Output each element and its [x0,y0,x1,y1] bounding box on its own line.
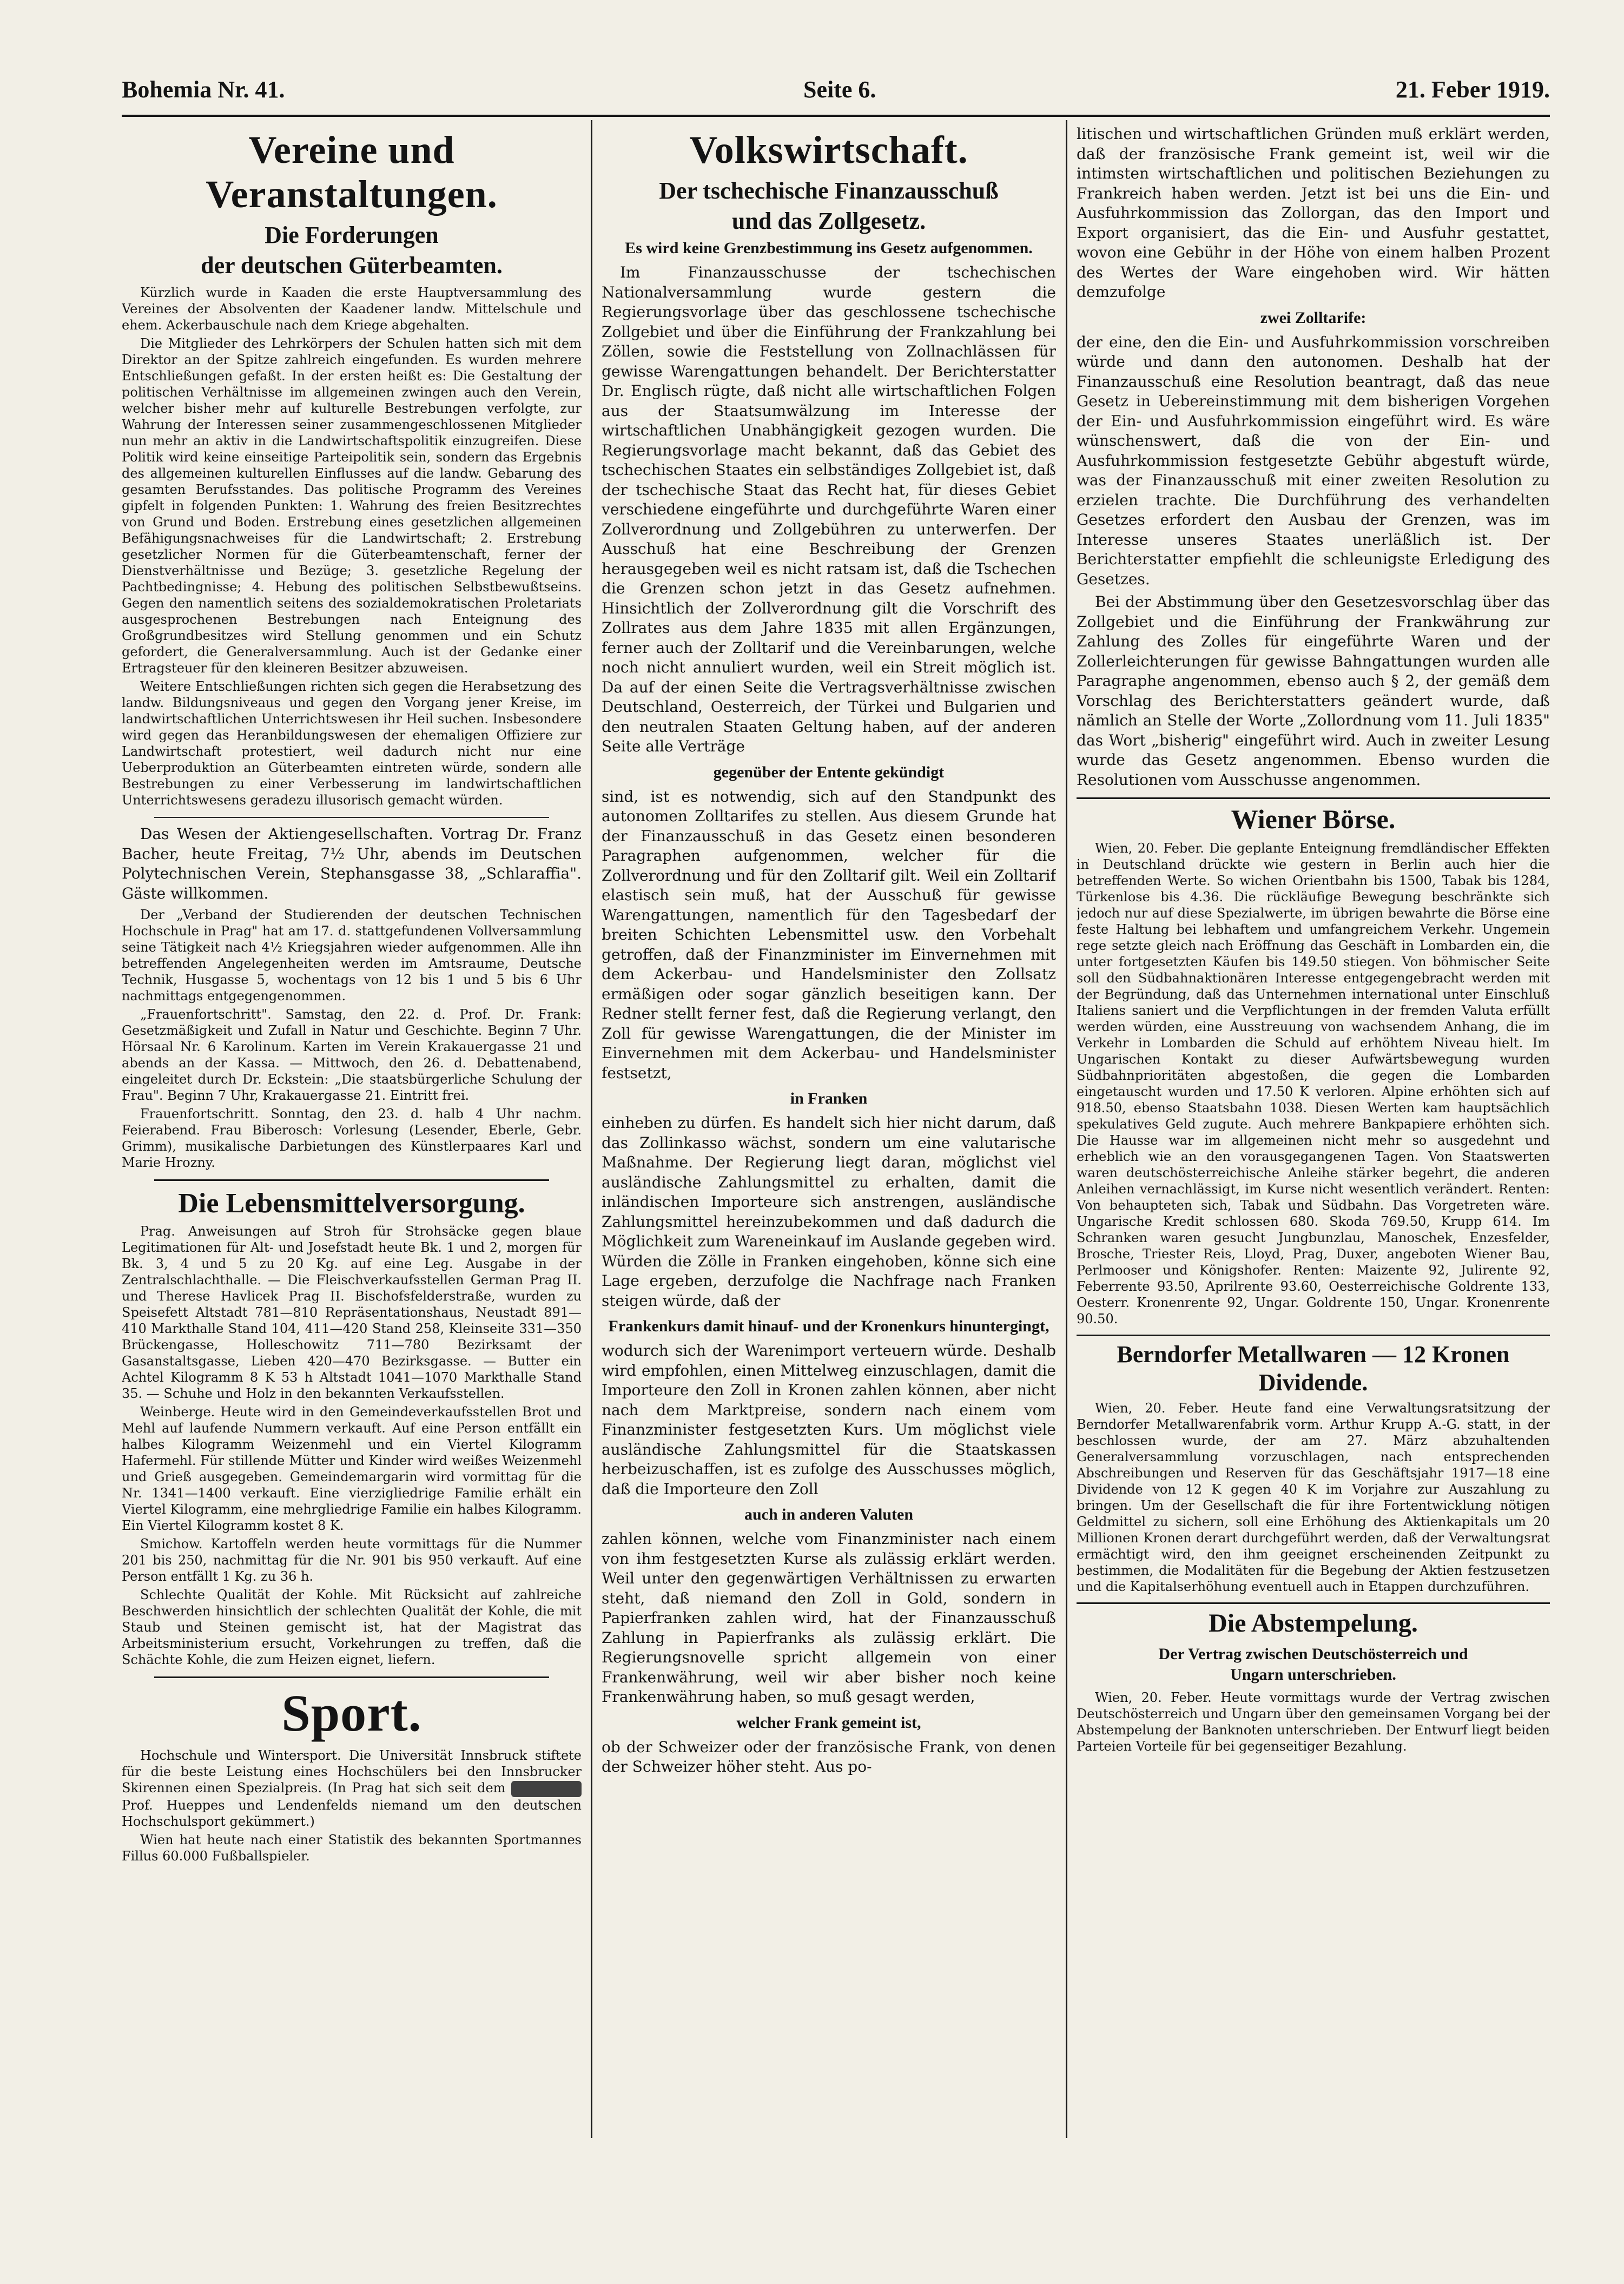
paragraph: sind, ist es notwendig, sich auf den Standpunkt des autonomen Zolltarifes zu stellen. Aus diesem Grunde hat der Finanzausschuß in das Gesetz einen besonderen Paragraphen aufgenommen, welcher für die Zollverordnung und für den Zolltarif gilt. Weil ein Zolltarif elastisch sein muß, hat der Ausschuß für gewisse Warengattungen, namentlich für den Tagesbedarf der breiten Schichten Lebensmittel usw. den Vorbehalt getroffen, daß der Finanzminister im Einvernehmen mit dem Ackerbau- und Handelsminister den Zollsatz ermäßigen oder sogar gänzlich beseitigen kann. Der Redner stellt ferner fest, daß die Regierung verlangt, den Zoll für gewisse Warengattungen, die der Minister im Einvernehmen mit dem Ackerbau- und Handelsminister festsetzt, [602,787,1056,1082]
page-number: Seite 6. [803,76,876,103]
interheading: in Franken [790,1090,868,1107]
article-heading-line-1: Die Forderungen [265,222,439,248]
interheading: zwei Zolltarife: [1260,308,1366,327]
masthead [122,76,1550,106]
paragraph: der eine, den die Ein- und Ausfuhrkommission vorschreiben würde und dann den autonomen. Deshalb hat der Finanzausschuß eine Resolution beantragt, daß das neue Gesetz in Uebereinstimmung mit dem bisherigen Vorgehen der Ein- und Ausfuhrkommission eingeführt wird. Es wäre wünschenswert, daß die von der Ein- und Ausfuhrkommission festgesetzte Gebühr abgestuft würde, was der Finanzausschuß mit einer zweiten Resolution zu erzielen trachte. Die Durchführung des verhandelten Gesetzes erfordert den Ausbau der Grenzen, was im Interesse unseres Staates unerläßlich ist. Der Berichterstatter empfiehlt die schleunigste Erledigung des Gesetzes. [1077,333,1550,588]
paragraph: zahlen können, welche vom Finanzminister nach einem von ihm festgesetzten Kurse als zulässig erklärt werden. Weil unter den gegenwärtigen Verhältnissen zu erwarten steht, daß niemand den Zoll in Gold, sondern in Papierfranken zahlen wird, hat der Finanzausschuß Zahlung in Papierfranks als zulässig erklärt. Die Regierungsnovelle spricht allgemein von einer Frankenwährung, weil wir aber bisher noch keine Frankenwährung haben, so muß gesagt werden, [602,1530,1056,1706]
sport-text-part-2: Prof. Hueppes und Lendenfelds niemand um den deutschen Hochschulsport gekümmert.) [122,1797,582,1829]
paragraph: Schlechte Qualität der Kohle. Mit Rücksicht auf zahlreiche Beschwerden hinsichtlich der schlechten Qualität der Kohle, die mit Staub und Steinen gemischt ist, hat der Magistrat das Arbeitsministerium ersucht, Vorkehrungen zu treffen, daß die Schächte Kohle, die zum Heizen eignet, liefern. [122,1587,582,1667]
notice-paragraph: Frauenfortschritt. Sonntag, den 23. d. halb 4 Uhr nachm. Feierabend. Frau Biberosch: Vorlesung (Lesender, Eberle, Gebr. Grimm), musikalische Darbietungen des Künstlerpaares Karl und Marie Hrozny. [122,1106,582,1170]
section-heading-food: Die Lebensmittelversorgung. [178,1188,525,1219]
ink-smear [511,1781,582,1797]
paragraph: Bei der Abstimmung über den Gesetzesvorschlag über das Zollgebiet und die Einführung der Frankwährung zur Zahlung des Zolles für eingeführte Waren und der Zollerleichterungen für gewisse Bahngattungen wurden alle Paragraphe angenommen, ebenso auch § 2, der gemäß dem Vorschlag des Berichterstatters geändert wurde, daß nämlich an Stelle der Worte „Zollordnung vom 11. Juli 1835" das Wort „bisherig" eingeführt wird. Auch in zweiter Lesung wurde das Gesetz angenommen. Ebenso wurden die Resolutionen vom Ausschusse angenommen. [1077,593,1550,789]
column-1 [122,124,582,2137]
article-subheading: Der Vertrag zwischen Deutschösterreich und [1158,1645,1468,1663]
article-heading-line-2: der deutschen Güterbeamten. [201,252,503,279]
column-3 [1077,124,1550,2137]
notice-paragraph: Der „Verband der Studierenden der deutschen Technischen Hochschule in Prag" hat am 17. d. stattgefundenen Vollversammlung seine Tätigkeit nach 4½ Kriegsjahren wieder aufgenommen. Alle ihn betreffenden Angelegenheiten werden im Amtsraume, Deutsche Technik, Husgasse 5, wochentags von 12 bis 1 und 5 bis 6 Uhr nachmittags entgegengenommen. [122,907,582,1004]
article-subheading: Es wird keine Grenzbestimmung ins Gesetz aufgenommen. [625,239,1033,257]
paragraph: Wien hat heute nach einer Statistik des bekannten Sportmannes Fillus 60.000 Fußballspieler. [122,1832,582,1864]
section-heading-boerse: Wiener Börse. [1077,797,1550,835]
article-heading-stamp: Die Abstempelung. [1077,1602,1550,1639]
issue-date: 21. Feber 1919. [1395,76,1550,103]
paragraph: wodurch sich der Warenimport verteuern würde. Deshalb wird empfohlen, einen Mittelweg einzuschlagen, damit die Importeure den Zoll in Kronen zahlen können, aber nicht nach dem Marktpreise, sondern nach einem vom Finanzminister festgesetzten Kurs. Um möglichst viele ausländische Zahlungsmittel für die Staatskassen herbeizuschaffen, ist es zufolge des Ausschusses möglich, daß die Importeure den Zoll [602,1342,1056,1498]
column-rule-2 [1066,120,1067,2138]
paragraph: Wien, 20. Feber. Heute vormittags wurde der Vertrag zwischen Deutschösterreich und Ungarn über den gemeinsamen Vorgang bei der Abstempelung der Banknoten unterschrieben. Der Entwurf liegt beiden Parteien Vorteile für bei gegenseitiger Bezahlung. [1077,1690,1550,1754]
interheading: Frankenkurs damit hinauf- und der Kronenkurs hinuntergingt, [608,1317,1049,1335]
article-heading-line-1: Der tschechische Finanzausschuß [659,177,999,204]
paragraph: Wien, 20. Feber. Heute fand eine Verwaltungsratsitzung der Berndorfer Metallwarenfabrik vorm. Arthur Krupp A.-G. statt, in der beschlossen wurde, der am 27. März abzuhaltenden Generalversammlung vorzuschlagen, nach entsprechenden Abschreibungen und Reserven für das Geschäftsjahr 1917—18 eine Dividende von 12 K gegen 40 K im Vorjahre zur Auszahlung zu bringen. Um der Gesellschaft die für ihre Fortentwicklung nötigen Geldmittel zu sichern, soll eine Erhöhung des Aktienkapitals um 20 Millionen Kronen derart durchgeführt werden, daß der Verwaltungsrat ermächtigt wird, den ihm geeignet erscheinenden Zeitpunkt zu bestimmen, die Modalitäten für die Begebung der Aktien festzusetzen und die Kapitalserhöhung eventuell auch in Etappen durchzuführen. [1077,1401,1550,1594]
sport-text-part-1: Hochschule und Wintersport. Die Universität Innsbruck stiftete für die beste Leistung eines Hochschülers bei den Innsbrucker Skirennen einen Spezialpreis. (In Prag hat sich seit dem [122,1748,582,1795]
interheading: gegenüber der Entente gekündigt [713,763,945,781]
paragraph: Wien, 20. Feber. Die geplante Enteignung fremdländischer Effekten in Deutschland drückte wie gestern in Berlin auch hier die betreffenden Werte. So wichen Orientbahn bis 1500, Tabak bis 1284, Türkenlose bis 4.36. Die rückläufige Bewegung beschränkte sich jedoch nur auf diese Spezialwerte, im übrigen bewahrte die Börse eine feste Haltung bei lebhaftem und umfangreichem Verkehr. Ungemein rege setzte gleich nach Eröffnung das Geschäft in Lombarden ein, die unter fortgesetzten Käufen bis 149.50 stiegen. Von böhmischer Seite soll den Südbahnaktionären Interesse entgegengebracht werden mit der Begründung, daß das Unternehmen international unter Einschluß Italiens saniert und die Verpflichtungen in der fremden Valuta erfüllt werden würden, eine Ausstreuung von wachsendem Anhang, die im Verkehr in Lombarden die Schuld auf erhöhtem Niveau hielt. Im Ungarischen Kontakt zu dieser Aufwärtsbewegung wurden Südbahnprioritäten abgestoßen, die gegen die Lombarden eingetauscht wurden und 17.50 K verloren. Alpine erhöhten sich auf 918.50, ebenso Staatsbahn 1038. Diesen Werten kam hauptsächlich spekulatives Geld zugute. Auch mehrere Bankpapiere erhöhten sich. Die Hausse war im allgemeinen nicht mehr so ausgedehnt und erheblich wie an den vorausgegangenen Tagen. Von Staatswerten waren deutschösterreichische Anleihe stärker begehrt, die anderen Anleihen vernachlässigt, im Kurse nicht wesentlich verändert. Renten: Von behaupteten sich, Tabak und Südbahn. Das Vorgetreten wäre. Ungarische Kredit schlossen 680. Skoda 769.50, Krupp 614. Im Schranken waren gesucht Jungbunzlau, Manoschek, Enzesfelder, Brosche, Triester Reis, Lloyd, Prag, Duxer, angeboten Wiener Bau, Perlmooser und Königshofer. Renten: Maizente 92, Julirente 92, Feberrente 93.50, Aprilrente 93.60, Oesterreichische Goldrente 133, Oesterr. Kronenrente 92, Ungar. Goldrente 150, Ungar. Kronenrente 90.50. [1077,841,1550,1326]
issue-number: Bohemia Nr. 41. [122,76,285,103]
interheading: welcher Frank gemeint ist, [736,1713,921,1732]
interheading: auch in anderen Valuten [744,1506,914,1523]
paragraph: Die Mitglieder des Lehrkörpers der Schulen hatten sich mit dem Direktor an der Spitze zahlreich eingefunden. Es wurden mehrere Entschließungen gefaßt. In der ersten heißt es: Die Gestaltung der politischen Verhältnisse im allgemeinen zwingen auch den Verein, welcher bisher mehr auf kulturelle Bestrebungen verfolgte, zur Wahrung der Interessen seiner zusammengeschlossenen Mitglieder nun mehr an aktiv in die Landwirtschaftspolitik einzugreifen. Diese Politik wird keine einseitige Parteipolitik sein, sondern das Ergebnis des allgemeinen kulturellen Einflusses auf die landw. Gebarung des gesamten Berufsstandes. Das politische Programm des Vereines gipfelt in folgenden Punkten: 1. Wahrung des freien Besitzrechtes von Grund und Boden. Erstrebung eines gesetzlichen allgemeinen Befähigungsnachweises für die Landwirtschaft; 2. Erstrebung gesetzlicher Normen für die Güterbeamtenschaft, ferner der Dienstverhältnisse und Bezüge; 3. gesetzliche Regelung der Pachtbedingnisse; 4. Hebung des politischen Selbstbewußtseins. Gegen den namentlich seitens des sozialdemokratischen Proletariats ausgesprochenen Bestrebungen nach Enteignung des Großgrundbesitzes wird Stellung genommen und ein Schutz gefordert, die Generalversammlung. Auch ist der Gedanke einer Ertragsteuer für den kleineren Besitzer abzuweisen. [122,336,582,676]
paragraph: Weitere Entschließungen richten sich gegen die Herabsetzung des landw. Bildungsniveaus und gegen den Vorgang jener Kreise, im landwirtschaftlichen Unterrichtswesen ihr Heil suchen. Insbesondere wird gegen das Heranbildungswesen der ehemaligen Offiziere zur Landwirtschaft protestiert, weil dadurch nicht nur eine Ueberproduktion an Güterbeamten eintreten würde, sondern alle Bestrebungen zu einer Verbesserung im landwirtschaftlichen Unterrichtswesens geradezu illusorisch gemacht würden. [122,679,582,808]
paragraph: einheben zu dürfen. Es handelt sich hier nicht darum, daß das Zollinkasso wächst, sondern um eine valutarische Maßnahme. Der Regierung liegt daran, möglichst viel ausländische Zahlungsmittel zu erhalten, damit die inländischen Importeure sich anstrengen, ausländische Zahlungsmittel hereinzubekommen und daß dadurch die Möglichkeit zum Wareneinkauf im Auslande gegeben wird. Würden die Zölle in Franken eingehoben, könne sich eine Lage ergeben, derzufolge die Nachfrage nach Franken steigen würde, daß der [602,1114,1056,1310]
section-heading-sport: Sport. [281,1684,422,1742]
article-heading-berndorf: Berndorfer Metallwaren — 12 Kronen [1077,1335,1550,1369]
header-rule [122,115,1550,117]
article-heading-berndorf-line-2: Dividende. [1258,1369,1368,1396]
paragraph: Im Finanzausschusse der tschechischen Nationalversammlung wurde gestern die Regierungsvorlage über das geschlossene tschechische Zollgebiet und über die Einführung der Frankzahlung bei Zöllen, sowie die Feststellung von Zollnachlässen für gewisse Warengattungen behandelt. Der Berichterstatter Dr. Englisch rügte, daß nicht alle wirtschaftlichen Folgen aus der Staatsumwälzung im Interesse der wirtschaftlichen Unabhängigkeit gezogen wurden. Die Regierungsvorlage macht bekannt, daß das Gebiet des tschechischen Staates ein selbständiges Zollgebiet ist, daß der tschechische Staat das Recht hat, für dieses Gebiet verschiedene eingeführte und durchgeführte Waren einer Zollverordnung und Zollgebühren zu unterwerfen. Der Ausschuß hat eine Beschreibung der Grenzen herausgegeben weil es nicht ratsam ist, daß die Tschechen die Grenzen schon jetzt in das Gesetz aufnehmen. Hinsichtlich der Zollverordnung gilt die Vorschrift des Zollrates aus dem Jahre 1835 mit allen Ergänzungen, ferner auch der Zolltarif und die Vereinbarungen, welche noch nicht annuliert wurden, weil ein Streit möglich ist. Da auf der einen Seite die Vertragsverhältnisse zwischen Deutschland, Oesterreich, der Türkei und Bulgarien und den neutralen Staaten Geltung haben, auf der anderen Seite alle Verträge [602,263,1056,755]
divider [154,817,549,818]
column-2 [602,124,1056,2137]
section-heading-vereine: Vereine und Veranstaltungen. [206,128,498,216]
article-heading-line-2: und das Zollgesetz. [731,208,926,234]
paragraph [122,1747,582,1830]
article-subheading: Ungarn unterschrieben. [1230,1666,1396,1684]
paragraph: Kürzlich wurde in Kaaden die erste Hauptversammlung des Vereines der Absolventen der Kaadener landw. Mittelschule und ehem. Ackerbauschule nach dem Kriege abgehalten. [122,285,582,333]
notice-paragraph: „Frauenfortschritt". Samstag, den 22. d. Prof. Dr. Frank: Gesetzmäßigkeit und Zufall in Natur und Geschichte. Beginn 7 Uhr. Hörsaal Nr. 6 Karolinum. Karten im Verein Krakauergasse 21 und abends an der Kassa. — Mittwoch, den 26. d. Debattenabend, eingeleitet durch Dr. Eckstein: „Die staatsbürgerliche Schulung der Frau". Beginn 7 Uhr, Krakauergasse 21. Eintritt frei. [122,1007,582,1103]
divider [154,1676,549,1678]
paragraph: Smichow. Kartoffeln werden heute vormittags für die Nummer 201 bis 250, nachmittag für die Nr. 901 bis 950 verkauft. Auf eine Person entfällt 1 Kg. zu 36 h. [122,1536,582,1584]
paragraph: ob der Schweizer oder der französische Frank, von denen der Schweizer höher steht. Aus po- [602,1738,1056,1775]
divider [154,1179,549,1181]
paragraph: Weinberge. Heute wird in den Gemeindeverkaufsstellen Brot und Mehl auf laufende Nummern verkauft. Auf eine Person entfällt ein halbes Kilogramm Weizenmehl und ein Viertel Kilogramm Hafermehl. Für stillende Mütter und Kinder wird weißes Weizenmehl und Grieß ausgegeben. Gemeindemargarin wird vormittag für die Nr. 1341—1400 verkauft. Eine vierzigliedrige Familie erhält ein Viertel Kilogramm, eine mehrgliedrige Familie ein halbes Kilogramm. Ein Viertel Kilogramm kostet 8 K. [122,1404,582,1533]
paragraph: Prag. Anweisungen auf Stroh für Strohsäcke gegen blaue Legitimationen für Alt- und Josefstadt heute Bk. 1 und 2, morgen für Bk. 3, 4 und 5 zu 20 Kg. auf eine Leg. Ausgabe in der Zentralschlachthalle. — Die Fleischverkaufsstellen German Prag II. und Therese Havlicek Prag II. Bischofsfelderstraße, wurden zu Speisefett Altstadt 781—810 Repräsentationshaus, Neustadt 891—410 Markthalle Stand 104, 411—420 Stand 258, Kleinseite 331—350 Brückengasse, Holleschowitz 711—780 Bezirksamt der Gasanstaltsgasse, Lieben 420—470 Bezirksgasse. — Butter ein Achtel Kilogramm 8 K 53 h Altstadt 1041—1070 Markthalle Stand 35. — Schuhe und Holz in den bekannten Verkaufsstellen. [122,1224,582,1401]
paragraph: litischen und wirtschaftlichen Gründen muß erklärt werden, daß der französische Frank gemeint ist, weil wir die intimsten wirtschaftlichen und politischen Beziehungen zu Frankreich haben werden. Jetzt ist bei uns die Ein- und Ausfuhrkommission das Zollorgan, das den Import und Export organisiert, das die Ein- und Ausfuhr gestattet, wovon eine Gebühr in der Höhe von einem halben Prozent des Wertes der Ware eingehoben wird. Wir hätten demzufolge [1077,125,1550,301]
column-rule-1 [591,120,592,2138]
notice-paragraph: Das Wesen der Aktiengesellschaften. Vortrag Dr. Franz Bacher, heute Freitag, 7½ Uhr, abends im Deutschen Polytechnischen Verein, Stephansgasse 38, „Schlaraffia". Gäste willkommen. [122,825,582,902]
section-heading-volkswirtschaft: Volkswirtschaft. [689,128,968,171]
